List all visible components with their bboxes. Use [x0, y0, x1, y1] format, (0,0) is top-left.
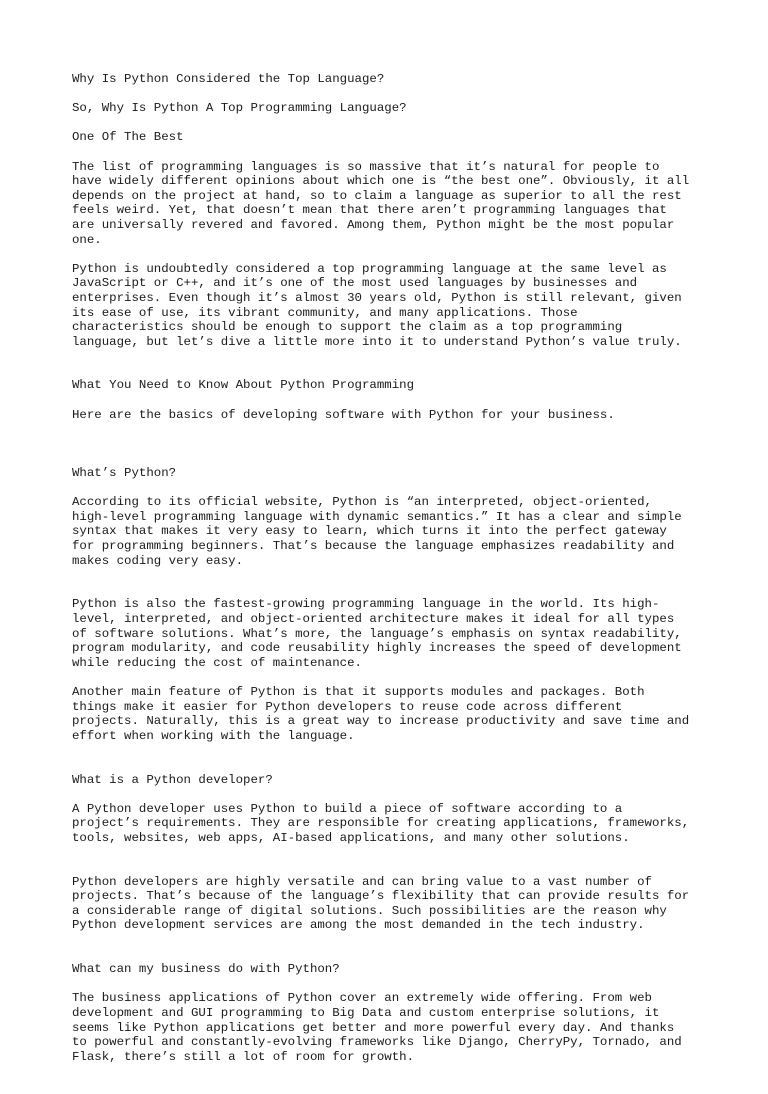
paragraph-developer-versatility: Python developers are highly versatile and can bring value to a vast number of projects. That’s because of the language’s flexibility that can provide results for a considerable range of digital solutions. Such possibilities are the reason why Python development services are among the most demanded in the tech industry. — [72, 874, 690, 933]
section-two-intro: Here are the basics of developing software with Python for your business. — [72, 407, 615, 422]
paragraph-intro: The list of programming languages is so massive that it’s natural for people to have widely different opinions about which one is “the best one”. Obviously, it all depends on the project at hand, so to claim a language as superior to all the rest feels weird. Yet, that doesn’t mean that there aren’t programming languages that are universally revered and favored. Among them, Python might be the most popular one. — [72, 159, 690, 247]
paragraph-business-applications: The business applications of Python cover an extremely wide offering. From web development and GUI programming to Big Data and custom enterprise solutions, it seems like Python applications get better and more powerful every day. And thanks to powerful and constantly-evolving frameworks like Django, CherryPy, Tornado, and Flask, there’s still a lot of room for growth. — [72, 991, 682, 1064]
section-two — [72, 364, 712, 437]
document-page — [72, 72, 712, 1094]
section-heading-one-of-the-best: One Of The Best — [72, 130, 184, 145]
question-whats-python — [72, 451, 712, 582]
paragraph-developer-role: A Python developer uses Python to build a piece of software according to a project’s requirements. They are responsible for creating applications, frameworks, tools, websites, web apps, AI-based applications, and many other solutions. — [72, 801, 690, 845]
section-heading-what-you-need: What You Need to Know About Python Programming — [72, 378, 415, 393]
paragraph-python-definition: According to its official website, Python is “an interpreted, object-oriented, high-level programming language with dynamic semantics.” It has a clear and simple syntax that makes it very easy to learn, which turns it into the perfect gateway for programming beginners. That’s because the language emphasizes readability and makes coding very easy. — [72, 495, 682, 568]
paragraph-modules-packages: Another main feature of Python is that it supports modules and packages. Both things make it easier for Python developers to reuse code across different projects. Naturally, this is a great way to increase productivity and save time and effort when working with the language. — [72, 684, 690, 743]
document-subtitle: So, Why Is Python A Top Programming Language? — [72, 101, 407, 116]
question-python-developer — [72, 758, 712, 860]
question-heading-business-use: What can my business do with Python? — [72, 962, 340, 977]
question-business-use — [72, 948, 712, 1079]
paragraph-fastest-growing: Python is also the fastest-growing programming language in the world. Its high- level, interpreted, and object-oriented architecture makes it ideal for all types of software solutions. What’s more, the language’s emphasis on syntax readability, program modularity, and code reusability highly increases the speed of development while reducing the cost of maintenance. — [72, 597, 682, 670]
document-title: Why Is Python Considered the Top Language? — [72, 72, 385, 86]
paragraph-top-language: Python is undoubtedly considered a top programming language at the same level as JavaScript or C++, and it’s one of the most used languages by businesses and enterprises. Even though it’s almost 30 years old, Python is still relevant, given its ease of use, its vibrant community, and many applications. Those characteristics should be enough to support the claim as a top programming language, but let’s dive a little more into it to understand Python’s value truly. — [72, 261, 682, 349]
question-heading-whats-python: What’s Python? — [72, 466, 177, 481]
question-heading-python-developer: What is a Python developer? — [72, 772, 273, 787]
